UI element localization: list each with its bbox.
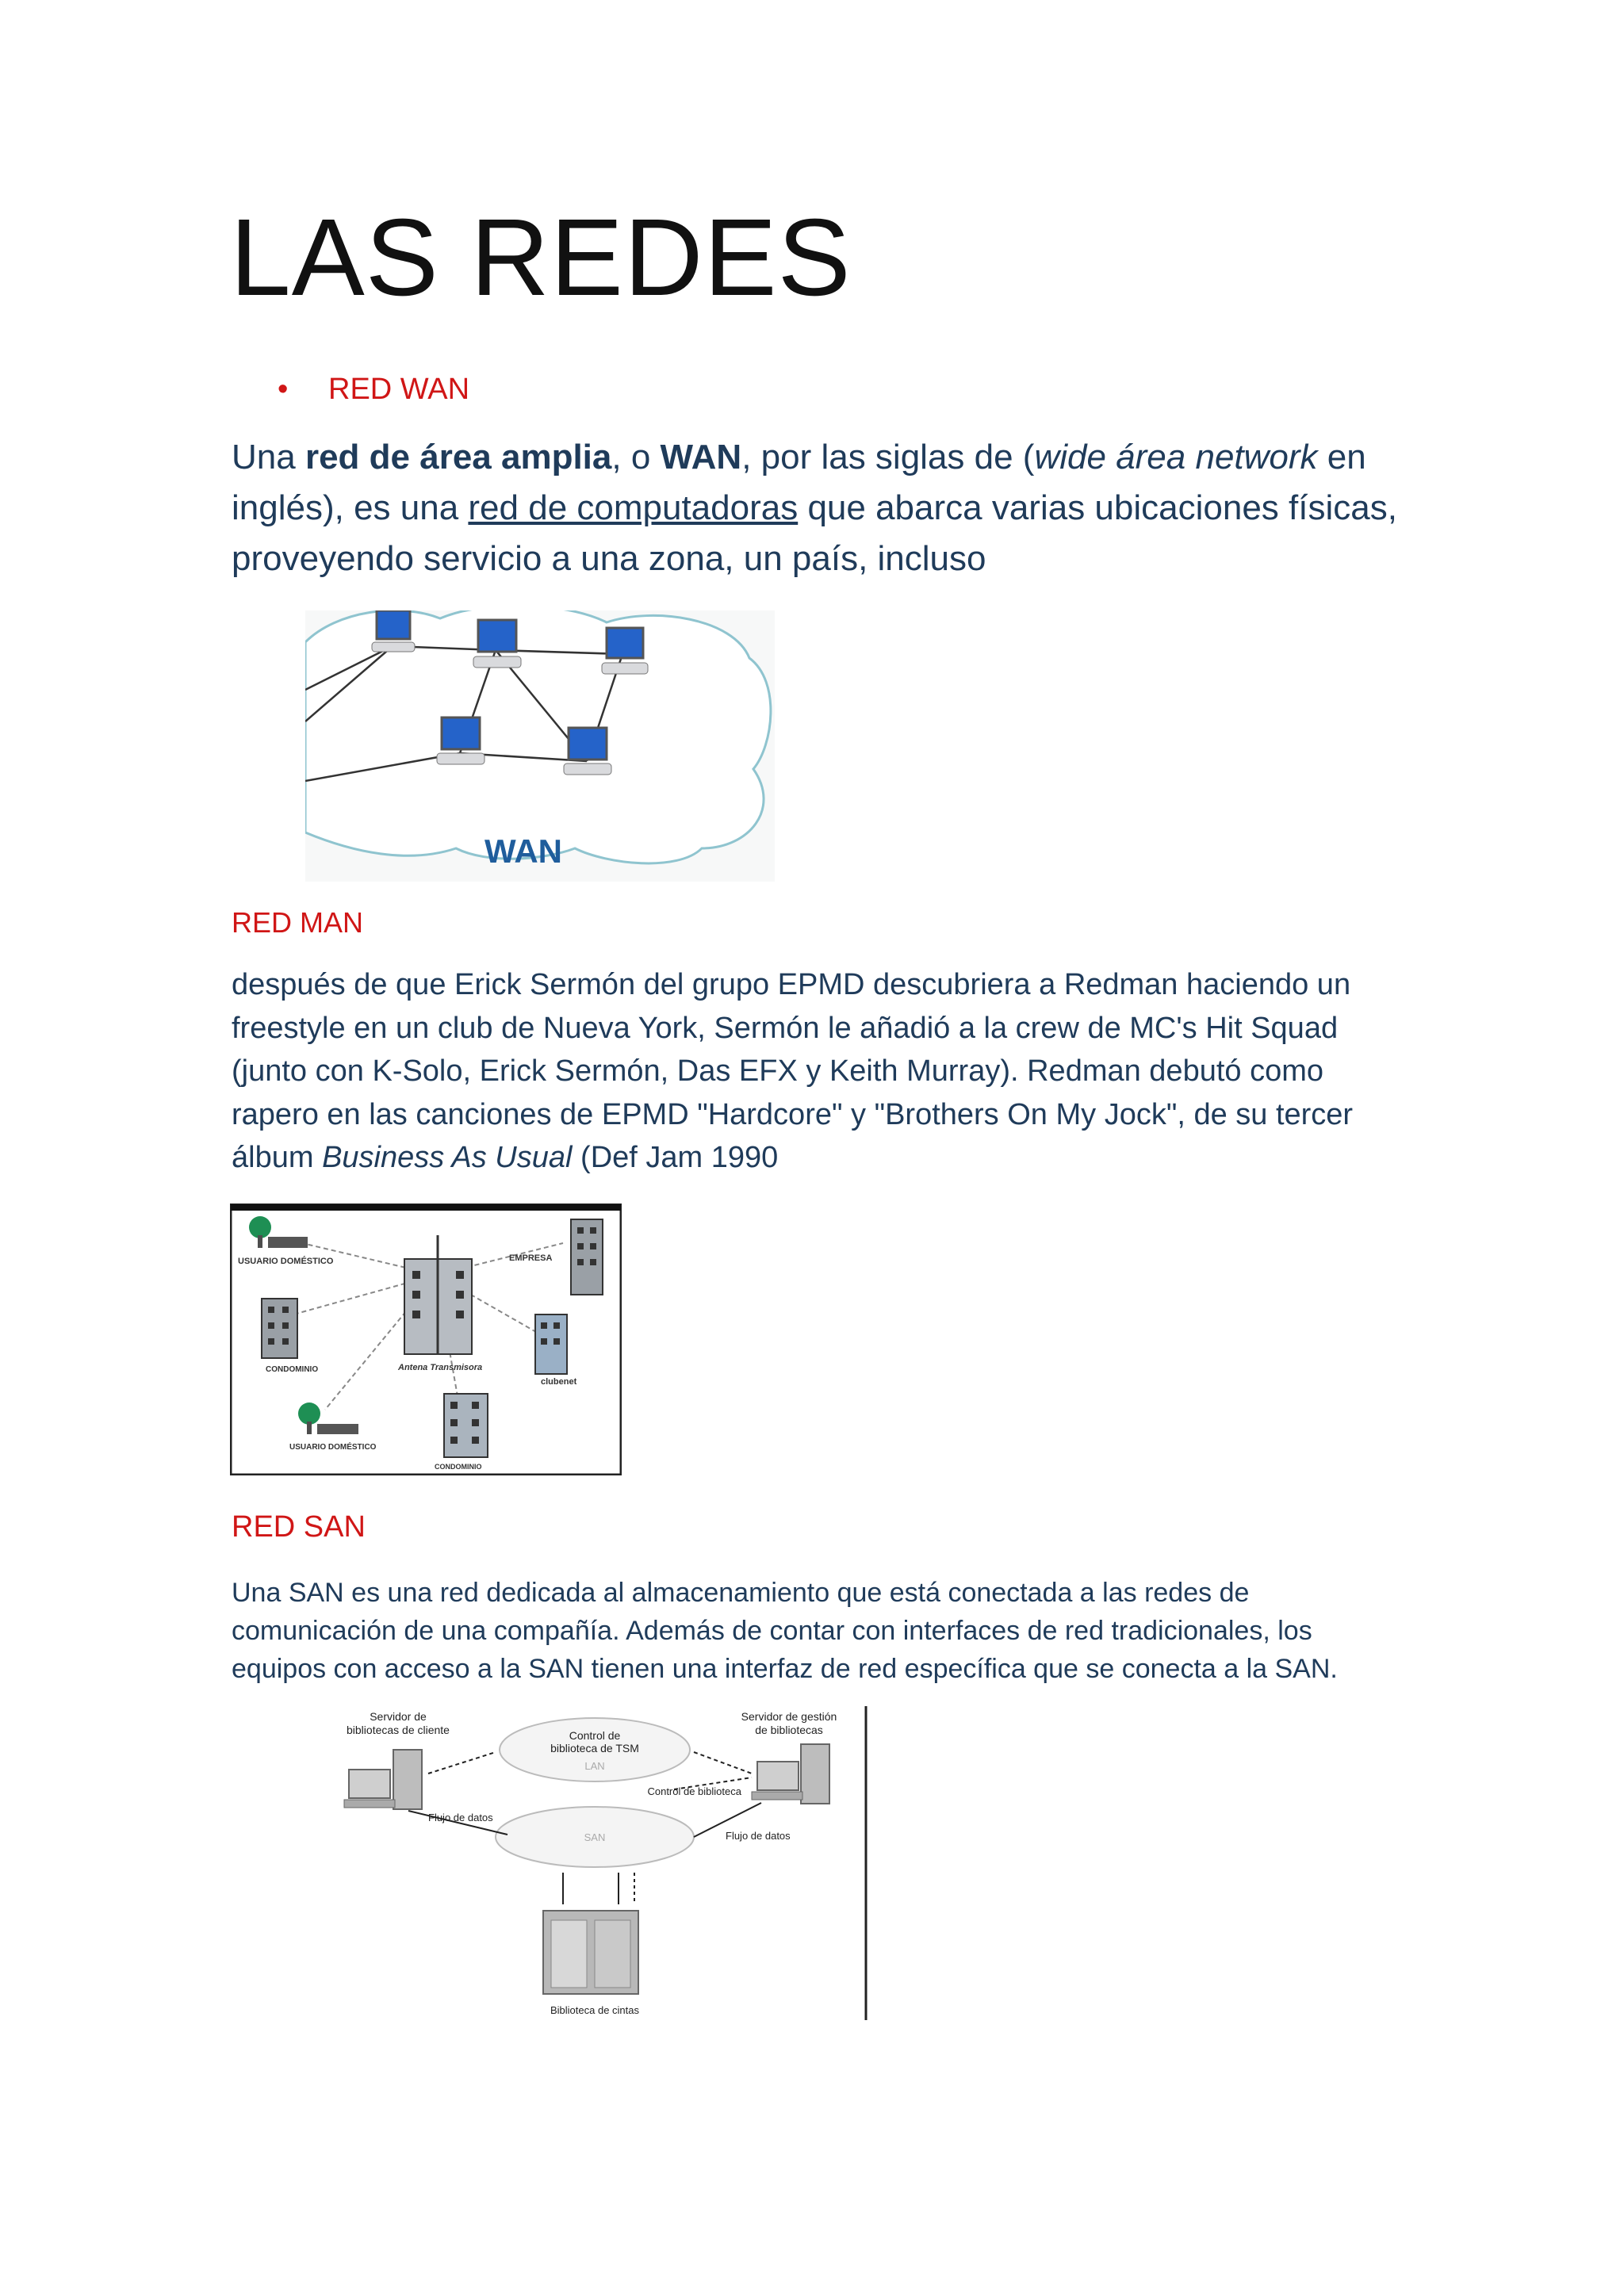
- link-def-jam[interactable]: Def Jam: [590, 1141, 703, 1174]
- san-label-server-right-1: Servidor de gestión: [741, 1710, 837, 1723]
- wan-text-5: que abarca varias ubicaciones físicas, proveyendo servicio a una zona, un país, incluso: [232, 488, 1397, 578]
- wan-figure-label: WAN: [485, 832, 562, 870]
- wan-heading: RED WAN: [328, 373, 470, 406]
- man-text-7: (: [572, 1141, 591, 1174]
- building-icon: [262, 1299, 297, 1358]
- wan-text-3: , por las siglas de (: [741, 438, 1035, 476]
- man-text-6: ). Redman debutó como rapero en las canciones de EPMD "Hardcore" y "Brothers On My Jock", de su tercer álbum: [232, 1054, 1354, 1174]
- man-diagram: [230, 1203, 622, 1475]
- man-label-bottom-left: USUARIO DOMÉSTICO: [289, 1443, 377, 1452]
- san-label-server-right-2: de bibliotecas: [755, 1724, 823, 1736]
- man-text-8: [703, 1141, 711, 1174]
- link-keith-murray[interactable]: Keith Murray: [829, 1054, 1001, 1088]
- computer-icon: [473, 620, 521, 668]
- man-label-bottom-center: CONDOMINIO: [435, 1463, 482, 1471]
- page-title: LAS REDES: [230, 197, 852, 319]
- link-epmd[interactable]: EPMD: [777, 968, 865, 1001]
- link-mc[interactable]: MC: [1129, 1011, 1177, 1045]
- man-heading: RED MAN: [232, 906, 364, 939]
- wan-bold-2: WAN: [660, 438, 742, 476]
- wan-diagram: [305, 610, 775, 882]
- man-label-center: Antena Transmisora: [398, 1363, 483, 1372]
- building-icon: [535, 1314, 567, 1374]
- man-text-1: después de que: [232, 968, 455, 1001]
- man-text-2: del grupo: [635, 968, 778, 1001]
- san-label-ctrl-2: biblioteca de TSM: [550, 1742, 639, 1755]
- building-icon: [444, 1394, 488, 1457]
- san-label-lan: LAN: [584, 1760, 605, 1772]
- san-label-server-left-2: bibliotecas de cliente: [347, 1724, 450, 1736]
- man-label-mid-left: CONDOMINIO: [266, 1365, 319, 1374]
- wan-bold-1: red de área amplia: [304, 438, 612, 476]
- wan-text-4: en inglés), es una: [232, 438, 1366, 527]
- computer-icon: [372, 610, 415, 652]
- san-label-flow-right: Flujo de datos: [726, 1830, 791, 1842]
- man-paragraph: [232, 963, 1405, 1180]
- tape-library-icon: [543, 1911, 638, 1994]
- san-label-ctrl-1: Control de: [569, 1729, 621, 1742]
- wan-text-2: , o: [611, 438, 661, 476]
- san-paragraph: Una SAN es una red dedicada al almacenamiento que está conectada a las redes de comunicación de una compañía. Además de contar con interfaces de red tradicionales, los equipos con acceso a la SAN tienen una interfaz de red específica que se conecta a la SAN.: [232, 1578, 1338, 1684]
- man-text-3: descubriera a Redman haciendo un freestyle en un club de: [232, 968, 1351, 1045]
- wan-paragraph: [232, 432, 1405, 584]
- man-label-top-right: EMPRESA: [509, 1253, 553, 1263]
- link-nueva-york[interactable]: Nueva York: [542, 1011, 698, 1045]
- man-text-5: 's Hit Squad (junto con K-Solo, Erick Sermón, Das EFX y: [232, 1011, 1339, 1088]
- bullet-red-wan: [278, 373, 469, 407]
- san-diagram: [325, 1706, 872, 2020]
- building-icon: [571, 1219, 603, 1295]
- link-erick-sermon[interactable]: Erick Sermón: [454, 968, 636, 1001]
- san-heading: RED SAN: [232, 1510, 366, 1544]
- bullet-icon: •: [278, 373, 289, 406]
- san-label-server-left-1: Servidor de: [370, 1710, 427, 1723]
- man-italic-album: Business As Usual: [322, 1141, 573, 1174]
- man-text-4: , Sermón le añadió a la crew de: [697, 1011, 1130, 1045]
- computer-icon: [602, 628, 648, 674]
- man-label-mid-right: clubenet: [541, 1377, 577, 1387]
- wan-italic-1: wide área network: [1034, 438, 1318, 476]
- san-label-ctrl-lib: Control de biblioteca: [647, 1785, 741, 1797]
- computer-icon: [564, 728, 611, 775]
- computer-icon: [437, 718, 485, 764]
- san-label-san: SAN: [584, 1831, 606, 1843]
- wan-text-1: Una: [232, 438, 305, 476]
- san-label-flow-left: Flujo de datos: [428, 1812, 493, 1823]
- link-1990[interactable]: 1990: [710, 1141, 779, 1174]
- san-label-tape: Biblioteca de cintas: [550, 2004, 640, 2016]
- man-label-top-left: USUARIO DOMÉSTICO: [238, 1257, 334, 1266]
- link-red-de-computadoras[interactable]: red de computadoras: [468, 488, 799, 527]
